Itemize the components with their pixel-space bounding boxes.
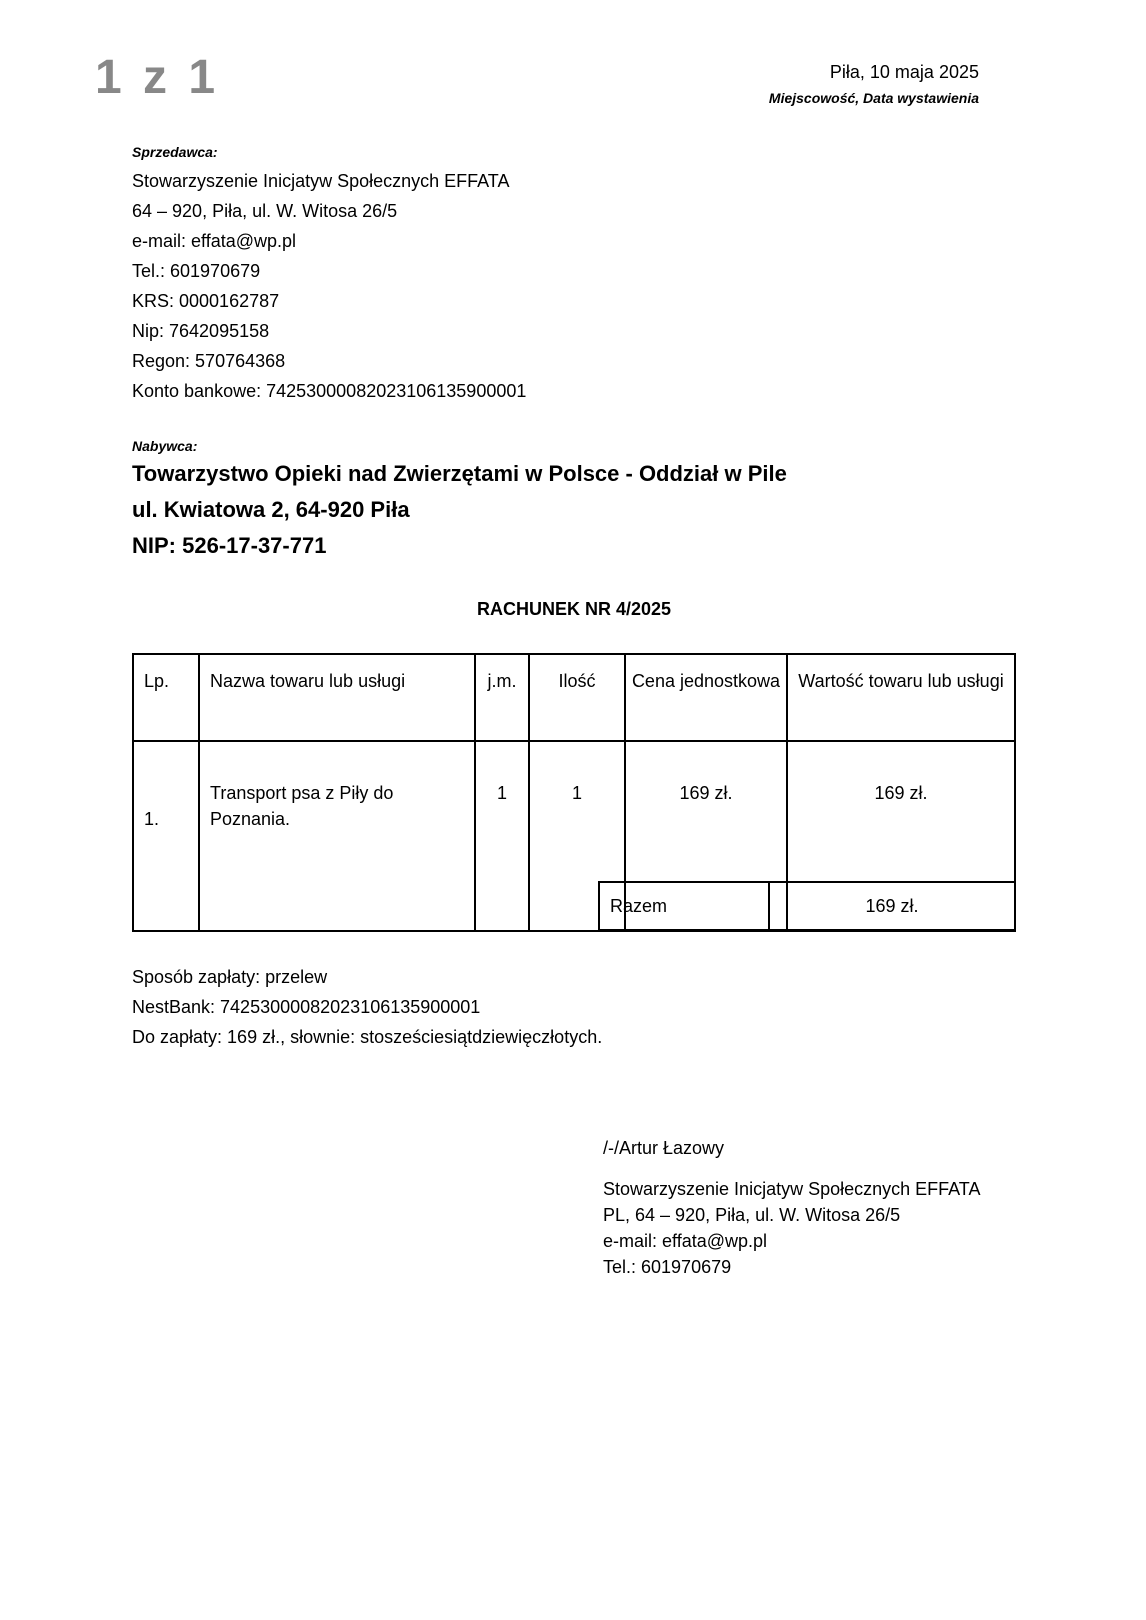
summary-value: 169 zł. xyxy=(769,882,1015,930)
seller-line: Konto bankowe: 74253000082023106135900001 xyxy=(132,381,527,401)
signature-section xyxy=(603,1134,980,1280)
document-title: RACHUNEK NR 4/2025 xyxy=(476,599,672,619)
seller-line: KRS: 0000162787 xyxy=(132,291,280,311)
seller-line: e-mail: effata@wp.pl xyxy=(132,231,297,251)
header-price: Cena jednostkowa xyxy=(625,654,787,741)
header-unit: j.m. xyxy=(475,654,529,741)
date-block xyxy=(769,60,979,110)
cell-qty: 1 xyxy=(529,741,625,931)
seller-line: Tel.: 601970679 xyxy=(132,261,261,281)
header-name: Nazwa towaru lub usługi xyxy=(199,654,475,741)
seller-line: Regon: 570764368 xyxy=(132,351,286,371)
seller-line: Stowarzyszenie Inicjatyw Społecznych EFFATA xyxy=(132,171,510,191)
cell-value: 169 zł. xyxy=(787,741,1015,931)
header-value: Wartość towaru lub usługi xyxy=(787,654,1015,741)
summary-label: Razem xyxy=(599,882,769,930)
signature-line: Stowarzyszenie Inicjatyw Społecznych EFFATA xyxy=(603,1179,981,1199)
cell-unit: 1 xyxy=(475,741,529,931)
buyer-label: Nabywca: xyxy=(132,438,198,454)
buyer-line: ul. Kwiatowa 2, 64-920 Piła xyxy=(132,497,410,522)
place-date-caption: Miejscowość, Data wystawienia xyxy=(768,90,979,106)
page-indicator: 1 z 1 xyxy=(95,51,220,104)
seller-section xyxy=(132,142,526,406)
payment-section xyxy=(132,962,602,1052)
place-date: Piła, 10 maja 2025 xyxy=(829,62,979,82)
seller-line: Nip: 7642095158 xyxy=(132,321,270,341)
buyer-line: Towarzystwo Opieki nad Zwierzętami w Polsce - Oddział w Pile xyxy=(132,461,787,486)
signature-line: e-mail: effata@wp.pl xyxy=(603,1231,768,1251)
header-lp: Lp. xyxy=(133,654,199,741)
payment-line: NestBank: 74253000082023106135900001 xyxy=(132,997,481,1017)
buyer-line: NIP: 526-17-37-771 xyxy=(132,533,327,558)
summary-table xyxy=(598,881,1016,931)
signature-name: /-/Artur Łazowy xyxy=(603,1138,725,1158)
buyer-section xyxy=(132,436,787,564)
header-qty: Ilość xyxy=(529,654,625,741)
seller-line: 64 – 920, Piła, ul. W. Witosa 26/5 xyxy=(132,201,398,221)
cell-name: Transport psa z Piły do Poznania. xyxy=(199,741,475,931)
cell-price: 169 zł. xyxy=(625,741,787,931)
signature-line: PL, 64 – 920, Piła, ul. W. Witosa 26/5 xyxy=(603,1205,901,1225)
cell-lp: 1. xyxy=(133,741,199,931)
signature-line: Tel.: 601970679 xyxy=(603,1257,732,1277)
seller-label: Sprzedawca: xyxy=(132,144,218,160)
payment-line: Sposób zapłaty: przelew xyxy=(132,967,328,987)
payment-line: Do zapłaty: 169 zł., słownie: stosześciesiątdziewięczłotych. xyxy=(132,1027,603,1047)
table-header-row xyxy=(133,654,1015,741)
